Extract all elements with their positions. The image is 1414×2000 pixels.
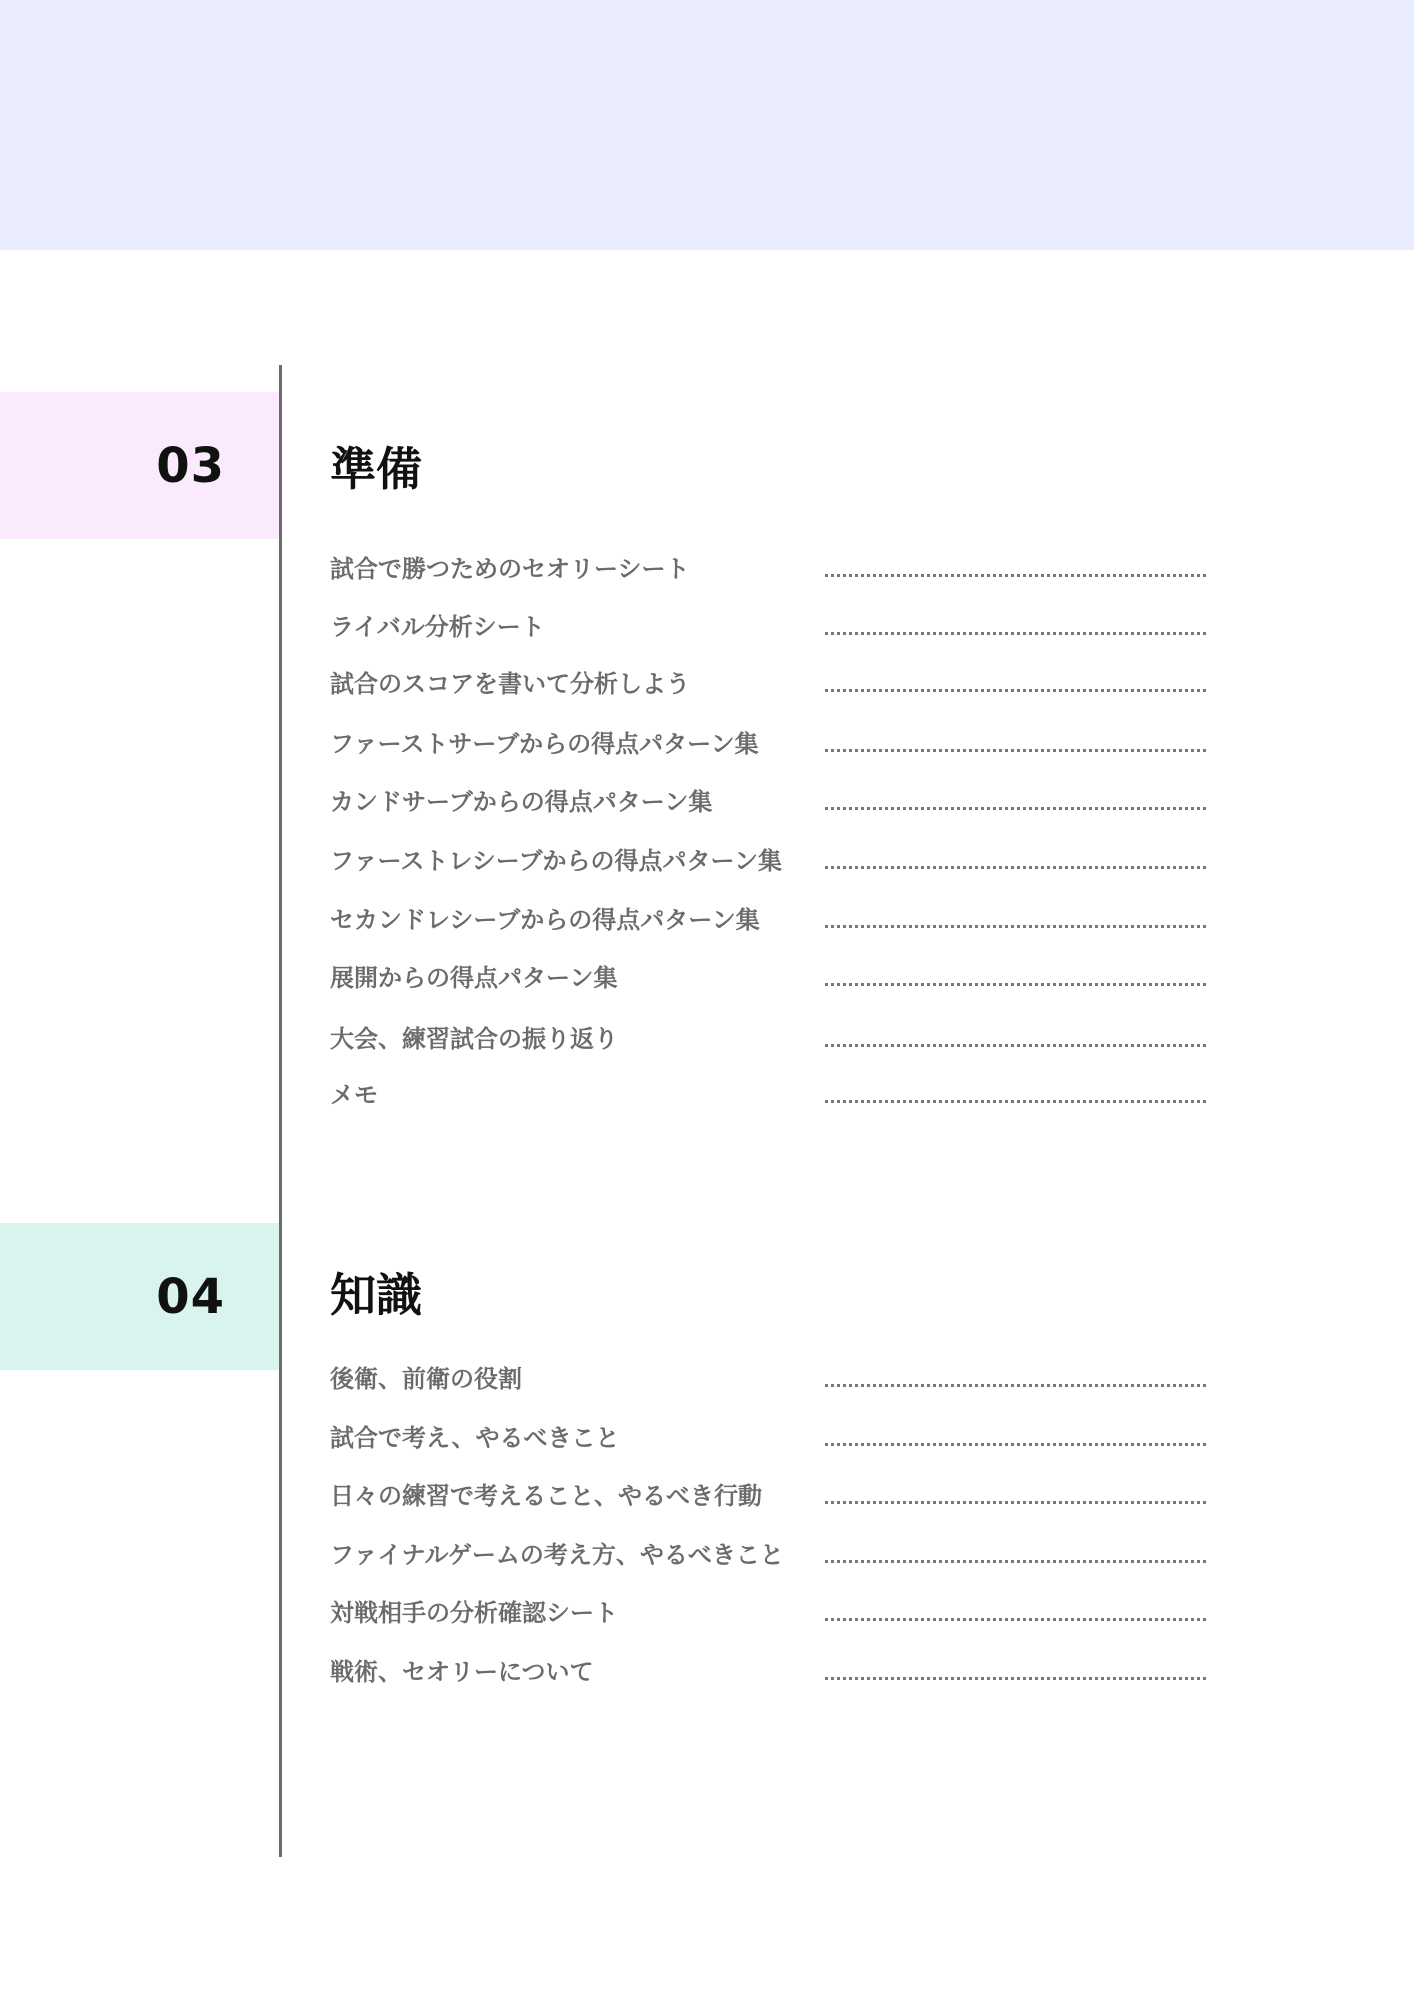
toc-item[interactable]: [330, 726, 1206, 762]
toc-item-label: メモ: [330, 1081, 378, 1109]
dot-leader: [825, 689, 1206, 692]
toc-item[interactable]: [330, 1654, 1206, 1690]
dot-leader: [825, 1384, 1206, 1387]
dot-leader: [825, 749, 1206, 752]
toc-item-label: 大会、練習試合の振り返り: [330, 1025, 618, 1053]
dot-leader: [825, 807, 1206, 810]
dot-leader: [825, 983, 1206, 986]
toc-item-label: カンドサーブからの得点パターン集: [330, 788, 713, 816]
dot-leader: [825, 1044, 1206, 1047]
toc-item-label: 戦術、セオリーについて: [330, 1658, 594, 1686]
toc-item[interactable]: [330, 1077, 1206, 1113]
toc-item-label: セカンドレシーブからの得点パターン集: [330, 906, 760, 934]
toc-item[interactable]: [330, 1595, 1206, 1631]
section-number: 03: [156, 437, 225, 494]
dot-leader: [825, 866, 1206, 869]
toc-item-label: ファーストレシーブからの得点パターン集: [330, 847, 783, 875]
toc-item-label: 展開からの得点パターン集: [330, 964, 618, 992]
dot-leader: [825, 1501, 1206, 1504]
section-title-preparation: 準備: [330, 442, 422, 496]
toc-item[interactable]: [330, 1537, 1206, 1573]
dot-leader: [825, 1560, 1206, 1563]
toc-item-label: 後衛、前衛の役割: [330, 1365, 522, 1393]
toc-item-label: ライバル分析シート: [330, 613, 545, 641]
vertical-divider: [279, 365, 282, 1857]
toc-item-label: 試合のスコアを書いて分析しよう: [330, 670, 690, 698]
toc-item-label: 日々の練習で考えること、やるべき行動: [330, 1482, 762, 1510]
dot-leader: [825, 574, 1206, 577]
dot-leader: [825, 1677, 1206, 1680]
dot-leader: [825, 632, 1206, 635]
toc-item-label: 試合で考え、やるべきこと: [330, 1424, 620, 1452]
toc-item-label: 試合で勝つためのセオリーシート: [330, 555, 690, 583]
dot-leader: [825, 925, 1206, 928]
section-number-box-03: [0, 392, 279, 539]
toc-item-label: ファイナルゲームの考え方、やるべきこと: [330, 1541, 784, 1569]
toc-item[interactable]: [330, 843, 1206, 879]
section-title-knowledge: 知識: [330, 1268, 422, 1322]
section-number-box-04: [0, 1223, 279, 1370]
toc-item[interactable]: [330, 1420, 1206, 1456]
toc-item[interactable]: [330, 1021, 1206, 1057]
section-number: 04: [156, 1268, 225, 1325]
toc-item[interactable]: [330, 1478, 1206, 1514]
top-header-band: [0, 0, 1414, 250]
toc-item[interactable]: [330, 1361, 1206, 1397]
dot-leader: [825, 1618, 1206, 1621]
toc-item-label: 対戦相手の分析確認シート: [330, 1599, 618, 1627]
toc-item[interactable]: [330, 666, 1206, 702]
toc-item[interactable]: [330, 609, 1206, 645]
toc-item[interactable]: [330, 551, 1206, 587]
dot-leader: [825, 1100, 1206, 1103]
dot-leader: [825, 1443, 1206, 1446]
toc-item[interactable]: [330, 784, 1206, 820]
toc-item[interactable]: [330, 902, 1206, 938]
toc-item[interactable]: [330, 960, 1206, 996]
toc-item-label: ファーストサーブからの得点パターン集: [330, 730, 759, 758]
